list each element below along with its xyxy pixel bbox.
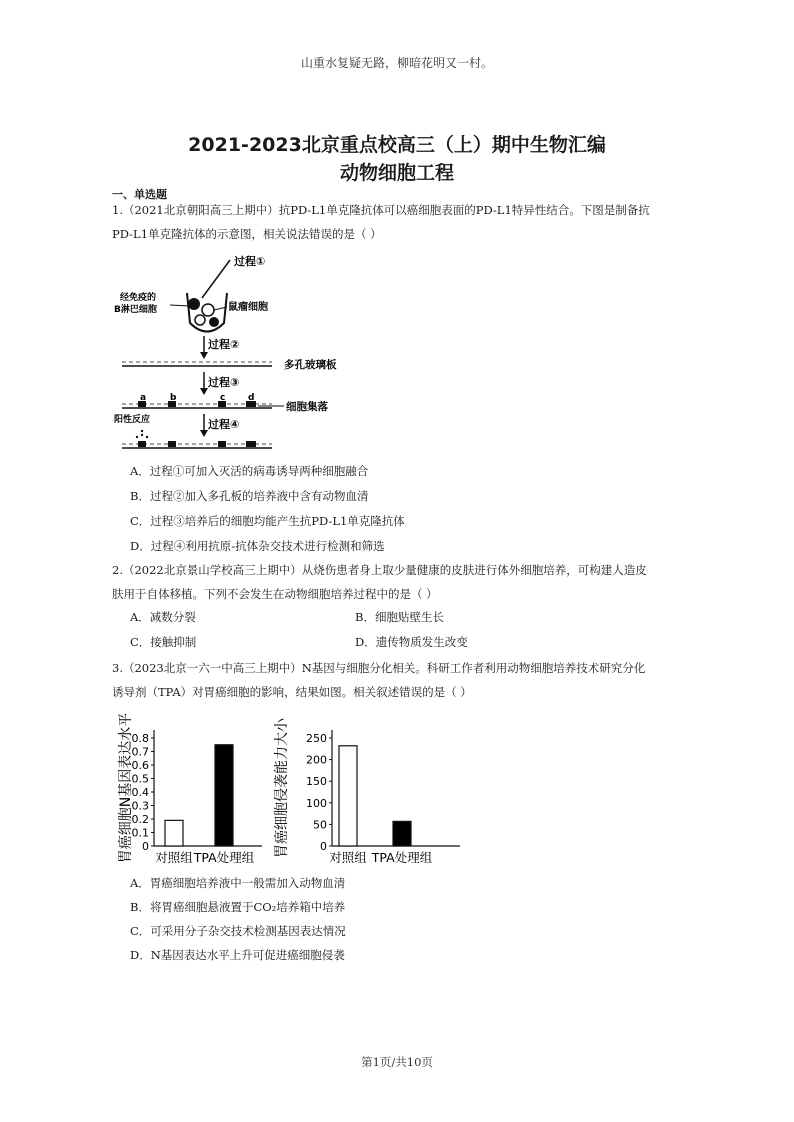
plate-label: 多孔玻璃板: [284, 359, 337, 371]
well-a-label: a: [140, 393, 147, 403]
q1-option-b[interactable]: B．过程②加入多孔板的培养液中含有动物血清: [130, 489, 369, 503]
myeloma-cell: [195, 315, 205, 325]
q3-option-a[interactable]: A．胃癌细胞培养液中一般需加入动物血清: [130, 876, 346, 890]
question-2-line2: 肤用于自体移植。下列不会发生在动物细胞培养过程中的是（ ）: [112, 587, 438, 601]
q2-option-c[interactable]: C．接触抑制: [130, 635, 197, 649]
well-d-label: d: [248, 393, 255, 403]
x-tick-label: 对照组: [329, 850, 367, 865]
process4-label: 过程④: [208, 418, 240, 431]
section-label: 一、单选题: [112, 188, 167, 201]
expression-bar-chart: [112, 704, 272, 870]
bar-control: [339, 746, 357, 846]
y-tick-label: 0.3: [131, 799, 149, 813]
page-subtitle: 动物细胞工程: [339, 162, 454, 184]
chart2-y-axis-label: 胃癌细胞侵袭能力大小: [274, 718, 290, 858]
q2-option-b[interactable]: B．细胞贴壁生长: [355, 610, 444, 624]
pipette: [202, 260, 230, 298]
b-cell: [188, 298, 200, 310]
question-2-line1: 2.（2022北京景山学校高三上期中）从烧伤患者身上取少量健康的皮肤进行体外细胞培养，可构建人造皮: [112, 563, 647, 577]
y-tick-label: 150: [306, 775, 327, 789]
question-3-line2: 诱导剂（TPA）对胃癌细胞的影响，结果如图。相关叙述错误的是（ ）: [112, 685, 472, 699]
process1-label: 过程①: [234, 255, 266, 268]
process2-label: 过程②: [208, 338, 240, 351]
positive-label: 阳性反应: [114, 415, 151, 425]
q2-option-d[interactable]: D．遗传物质发生改变: [355, 635, 468, 649]
q3-option-b[interactable]: B．将胃癌细胞悬液置于CO₂培养箱中培养: [130, 900, 346, 914]
q1-option-c[interactable]: C．过程③培养后的细胞均能产生抗PD-L1单克隆抗体: [130, 514, 405, 528]
bar-tpa: [215, 745, 233, 846]
myeloma-label: 鼠瘤细胞: [228, 302, 268, 313]
bar-tpa: [393, 821, 411, 846]
y-tick-label: 0.8: [131, 732, 149, 745]
page-motto: 山重水复疑无路，柳暗花明又一村。: [300, 56, 493, 70]
question-2-stem: [112, 558, 692, 606]
chart1-y-axis-label: 胃癌细胞N基因表达水平: [118, 712, 134, 864]
page-title: 2021-2023北京重点校高三（上）期中生物汇编: [188, 134, 606, 156]
hybridoma-diagram: [112, 248, 382, 458]
x-tick-label: 对照组: [155, 850, 193, 865]
question-3-stem: [112, 656, 692, 704]
y-tick-label: 0: [142, 840, 149, 853]
y-tick-label: 0.1: [131, 826, 149, 840]
y-tick-label: 0: [320, 840, 327, 853]
question-1-line1: 1.（2021北京朝阳高三上期中）抗PD-L1单克隆抗体可以癌细胞表面的PD-L1特异性结合。下图是制备抗: [112, 203, 650, 217]
q1-option-d[interactable]: D．过程④利用抗原-抗体杂交技术进行检测和筛选: [130, 539, 385, 553]
y-tick-label: 0.6: [131, 759, 149, 772]
well-c-label: c: [220, 393, 226, 403]
x-tick-label: TPA处理组: [371, 850, 433, 865]
q1-option-a[interactable]: A．过程①可加入灭活的病毒诱导两种细胞融合: [130, 464, 369, 478]
y-tick-label: 250: [306, 732, 327, 745]
page-number: 第1页/共10页: [361, 1055, 433, 1069]
y-tick-label: 100: [306, 796, 327, 810]
myeloma-cell: [202, 304, 214, 316]
x-tick-label: TPA处理组: [193, 850, 255, 865]
q2-option-a[interactable]: A．减数分裂: [130, 610, 196, 624]
y-tick-label: 0.7: [131, 745, 149, 759]
process3-label: 过程③: [208, 376, 240, 389]
b-cell-label-1: 经免疫的: [120, 293, 157, 303]
y-tick-label: 0.2: [131, 813, 149, 826]
plate-row-1: [122, 362, 272, 366]
q3-option-d[interactable]: D．N基因表达水平上升可促进癌细胞侵袭: [130, 948, 345, 962]
y-tick-label: 0.5: [131, 772, 149, 786]
colony-label: 细胞集落: [286, 401, 328, 413]
y-tick-label: 200: [306, 753, 327, 767]
q3-option-c[interactable]: C．可采用分子杂交技术检测基因表达情况: [130, 924, 346, 938]
bar-control: [165, 820, 183, 846]
b-cell: [209, 317, 219, 327]
question-1-line2: PD-L1单克隆抗体的示意图，相关说法错误的是（ ）: [112, 227, 382, 241]
b-cell-label-2: B淋巴细胞: [114, 305, 157, 315]
invasion-bar-chart: [270, 704, 470, 870]
question-1-stem: [112, 198, 692, 246]
y-tick-label: 0.4: [131, 786, 149, 799]
well-b-label: b: [170, 393, 177, 403]
y-tick-label: 50: [313, 818, 327, 832]
question-3-line1: 3.（2023北京一六一中高三上期中）N基因与细胞分化相关。科研工作者利用动物细胞培养技术研究分化: [112, 661, 646, 675]
plate-row-3: [122, 430, 272, 448]
